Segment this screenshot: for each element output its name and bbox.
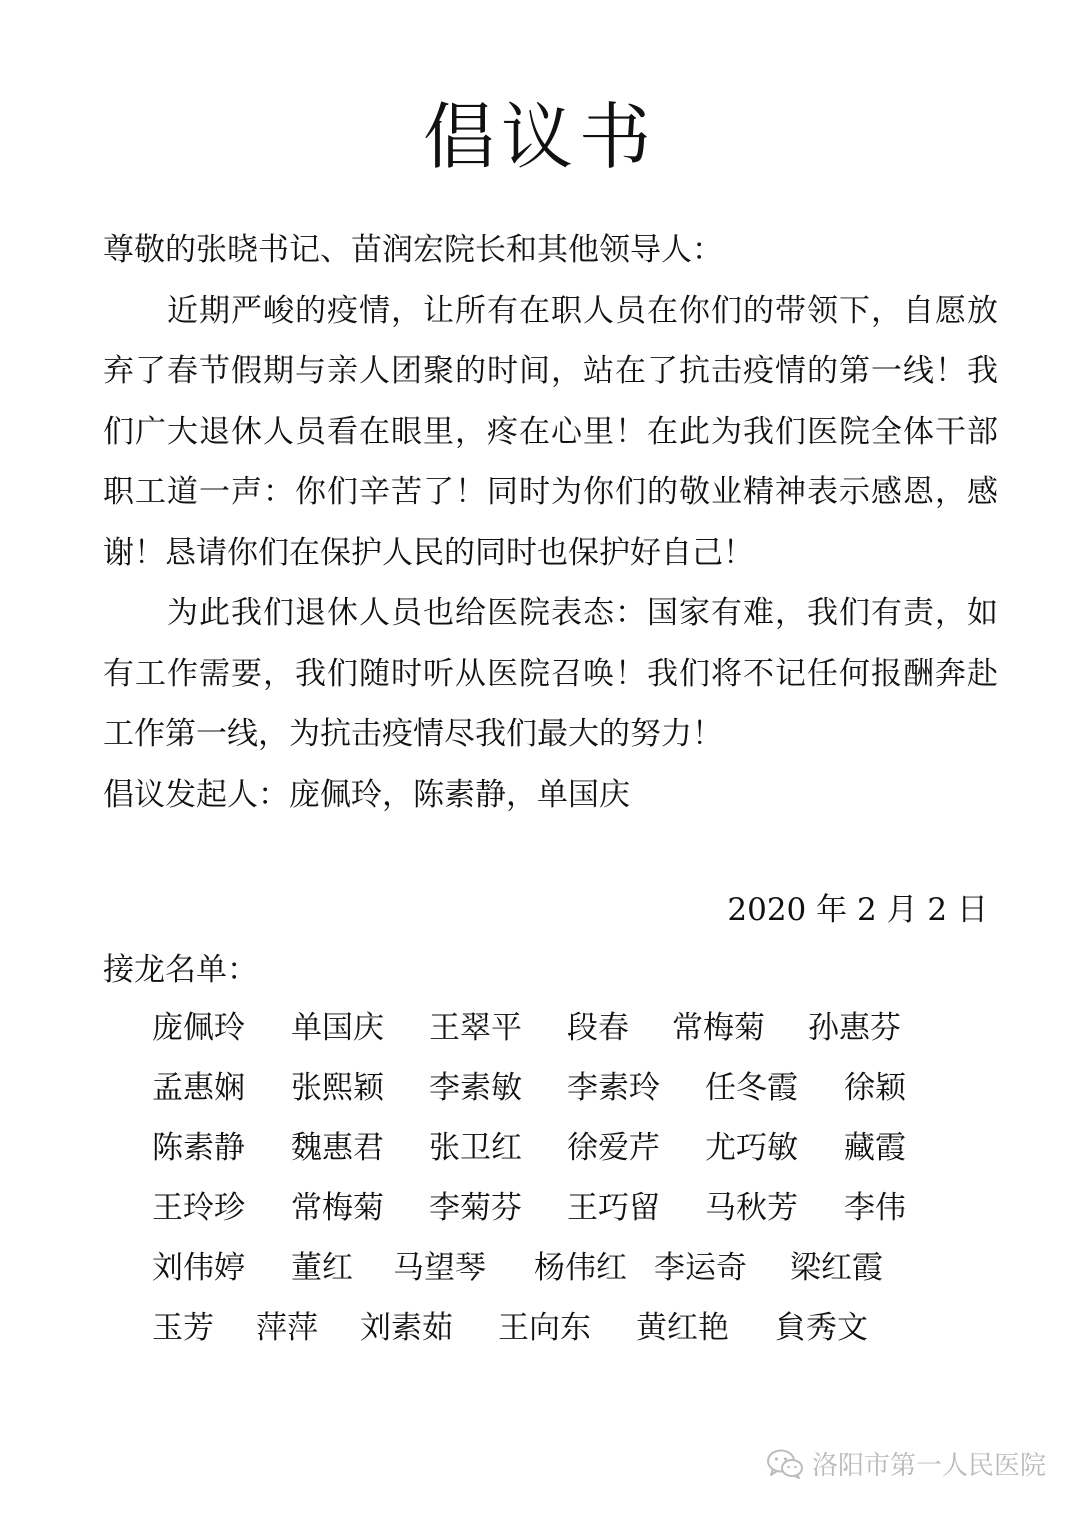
name-item: 王向东 (498, 1310, 591, 1346)
name-item: 马秋芳 (705, 1190, 798, 1226)
name-item: 杨伟红 (534, 1250, 627, 1286)
name-item: 马望琴 (393, 1250, 486, 1286)
document-date: 2020 年 2 月 2 日 (727, 892, 988, 928)
name-item: 常梅菊 (672, 1010, 765, 1046)
name-item: 王巧留 (567, 1190, 660, 1226)
name-item: 段春 (567, 1010, 629, 1046)
name-item: 徐爱芹 (567, 1130, 660, 1166)
name-item: 任冬霞 (705, 1070, 798, 1106)
name-row (152, 1178, 972, 1238)
name-item: 孙惠芬 (808, 1010, 901, 1046)
name-item: 黄红艳 (636, 1310, 729, 1346)
name-item: 庞佩玲 (152, 1010, 245, 1046)
watermark (766, 1445, 1046, 1482)
name-item: 萍萍 (256, 1310, 318, 1346)
initiators: 倡议发起人：庞佩玲，陈素静，单国庆 (103, 776, 630, 813)
name-item: 刘素茹 (360, 1310, 453, 1346)
name-item: 李菊芬 (429, 1190, 522, 1226)
name-item: 单国庆 (291, 1010, 384, 1046)
name-item: 徐颖 (844, 1070, 906, 1106)
name-row (152, 1118, 972, 1178)
name-row (152, 1058, 972, 1118)
document-title: 倡议书 (422, 95, 657, 179)
name-list (152, 998, 972, 1358)
name-item: 貟秀文 (775, 1310, 868, 1346)
name-item: 李素敏 (429, 1070, 522, 1106)
watermark-text: 洛阳市第一人民医院 (811, 1450, 1046, 1480)
name-item: 王玲珍 (152, 1190, 245, 1226)
paragraph-1: 近期严峻的疫情，让所有在职人员在你们的带领下，自愿放弃了春节假期与亲人团聚的时间，站在了抗击疫情的第一线！我们广大退休人员看在眼里，疼在心里！在此为我们医院全体干部职工道一声：你们辛苦了！同时为你们的敬业精神表示感恩，感谢！恳请你们在保护人民的同时也保护好自己！ (103, 292, 998, 571)
wechat-icon (766, 1449, 804, 1479)
name-item: 梁红霞 (790, 1250, 883, 1286)
name-item: 陈素静 (152, 1130, 245, 1166)
salutation: 尊敬的张晓书记、苗润宏院长和其他领导人： (103, 232, 723, 268)
name-row (152, 1238, 972, 1298)
name-item: 孟惠娴 (152, 1070, 245, 1106)
name-row (152, 1298, 972, 1358)
name-item: 尤巧敏 (705, 1130, 798, 1166)
name-item: 藏霞 (844, 1130, 906, 1166)
name-row (152, 998, 972, 1058)
name-item: 李伟 (844, 1190, 906, 1226)
paragraph-2: 为此我们退休人员也给医院表态：国家有难，我们有责，如有工作需要，我们随时听从医院召唤！我们将不记任何报酬奔赴工作第一线，为抗击疫情尽我们最大的努力！ (103, 595, 998, 752)
name-item: 玉芳 (152, 1310, 214, 1346)
name-item: 李素玲 (567, 1070, 660, 1106)
name-list-title: 接龙名单： (103, 952, 258, 988)
name-item: 魏惠君 (291, 1130, 384, 1166)
name-item: 张卫红 (429, 1130, 522, 1166)
name-item: 王翠平 (429, 1010, 522, 1046)
document-body (103, 220, 998, 825)
name-item: 常梅菊 (291, 1190, 384, 1226)
name-item: 董红 (291, 1250, 353, 1286)
name-item: 李运奇 (654, 1250, 747, 1286)
name-item: 刘伟婷 (152, 1250, 245, 1286)
name-item: 张熙颖 (291, 1070, 384, 1106)
